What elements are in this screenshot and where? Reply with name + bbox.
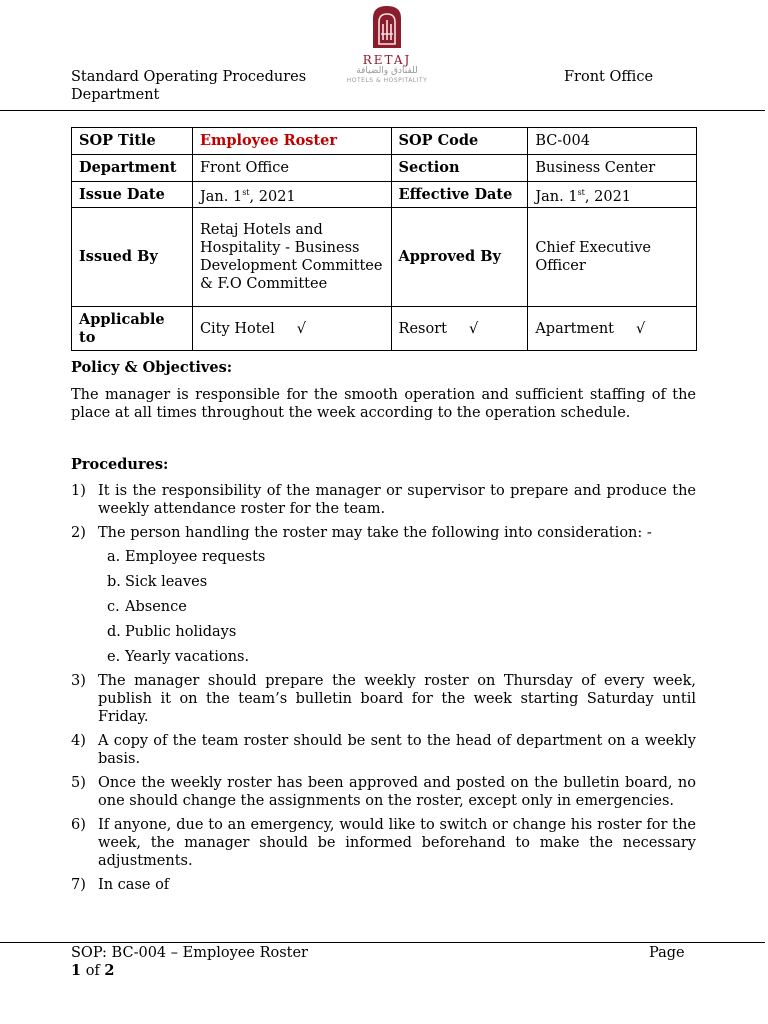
procedures-list-container — [71, 482, 696, 900]
effective-date-year: , 2021 — [584, 188, 632, 205]
retaj-logo-icon — [370, 4, 404, 48]
list-item — [71, 672, 696, 726]
sub-item-letter: c. — [107, 599, 120, 615]
list-item — [71, 816, 696, 870]
page-number — [71, 962, 308, 980]
item-text: A copy of the team roster should be sent to the head of department on a weekly basis. — [98, 733, 696, 767]
issue-date-year: , 2021 — [249, 188, 296, 205]
page-total: 2 — [104, 962, 115, 979]
issue-date-label: Issue Date — [72, 182, 193, 208]
item-text: It is the responsibility of the manager or supervisor to prepare and produce the weekly attendance roster for the team. — [98, 483, 696, 517]
sub-item-text: Sick leaves — [125, 574, 208, 590]
header-title-line2: Department — [71, 87, 160, 103]
department-value: Front Office — [192, 155, 391, 182]
sop-title-label: SOP Title — [72, 128, 193, 155]
sub-item-letter: e. — [107, 649, 121, 665]
sub-item-text: Employee requests — [125, 549, 266, 565]
sop-title-value: Employee Roster — [192, 128, 391, 155]
sub-list-item — [107, 573, 696, 591]
header-title-line1: Standard Operating Procedures — [71, 69, 307, 85]
department-label: Department — [72, 155, 193, 182]
checkmark-icon: √ — [635, 320, 646, 337]
item-number: 7) — [71, 877, 86, 893]
sub-item-letter: b. — [107, 574, 121, 590]
table-row — [72, 128, 697, 155]
table-row — [72, 208, 697, 307]
logo-arabic-text: للفنادق والضيافة — [356, 66, 418, 76]
footer-page-label: Page — [649, 945, 685, 961]
issued-by-value: Retaj Hotels and Hospitality - Business Development Committee & F.O Committee — [192, 208, 391, 307]
item-text: If anyone, due to an emergency, would like to switch or change his roster for the week, the manager should be informed beforehand to make the necessary adjustments. — [98, 817, 696, 869]
issue-date-main: Jan. 1 — [199, 188, 243, 205]
item-number: 1) — [71, 483, 86, 499]
checkmark-icon: √ — [296, 320, 306, 337]
retaj-logo — [340, 4, 434, 92]
header-section-name: Front Office — [564, 69, 654, 85]
applicable-resort — [391, 307, 528, 351]
effective-date-label: Effective Date — [391, 182, 528, 208]
policy-heading: Policy & Objectives: — [71, 359, 233, 376]
procedures-heading: Procedures: — [71, 456, 169, 473]
item-number: 5) — [71, 775, 86, 791]
sub-list-item — [107, 598, 696, 616]
consideration-sublist — [98, 548, 696, 666]
header-divider — [0, 110, 765, 111]
page-current: 1 — [71, 962, 82, 979]
footer-sop-info — [71, 944, 308, 980]
issued-by-label: Issued By — [72, 208, 193, 307]
item-text: The person handling the roster may take the following into consideration: - — [98, 525, 652, 541]
applicable-label: Applicable to — [72, 307, 193, 351]
sop-code-label: SOP Code — [391, 128, 528, 155]
sub-item-text: Absence — [125, 599, 187, 615]
city-hotel-label: City Hotel — [199, 320, 275, 337]
approved-by-label: Approved By — [391, 208, 528, 307]
effective-date-value — [528, 182, 697, 208]
checkmark-icon: √ — [468, 320, 479, 337]
effective-date-main: Jan. 1 — [535, 188, 578, 205]
sub-item-letter: d. — [107, 624, 121, 640]
sub-item-text: Yearly vacations. — [125, 649, 250, 665]
issue-date-suffix: st — [242, 187, 250, 197]
list-item — [71, 482, 696, 518]
page-of: of — [85, 963, 100, 979]
header-department-label — [71, 68, 306, 104]
item-number: 3) — [71, 673, 86, 689]
footer-divider — [0, 942, 765, 943]
section-label: Section — [391, 155, 528, 182]
applicable-city-hotel — [192, 307, 391, 351]
approved-by-value: Chief Executive Officer — [528, 208, 697, 307]
item-text: In case of — [98, 877, 170, 893]
section-value: Business Center — [528, 155, 697, 182]
sop-code-value: BC-004 — [528, 128, 697, 155]
item-text: The manager should prepare the weekly roster on Thursday of every week, publish it on the team’s bulletin board for the week starting Saturday until Friday. — [98, 673, 696, 725]
applicable-apartment — [528, 307, 697, 351]
sub-item-letter: a. — [107, 549, 121, 565]
sub-list-item — [107, 548, 696, 566]
issue-date-value — [192, 182, 391, 208]
policy-text: The manager is responsible for the smooth operation and sufficient staffing of the place at all times throughout the week according to the operation schedule. — [71, 387, 696, 421]
item-number: 4) — [71, 733, 86, 749]
apartment-label: Apartment — [535, 320, 614, 337]
footer-sop-title: SOP: BC-004 – Employee Roster — [71, 945, 308, 961]
sop-info-table — [71, 127, 697, 351]
item-number: 2) — [71, 525, 86, 541]
table-row — [72, 307, 697, 351]
item-number: 6) — [71, 817, 86, 833]
list-item — [71, 732, 696, 768]
effective-date-suffix: st — [577, 187, 585, 197]
list-item — [71, 774, 696, 810]
logo-brand-text: RETAJ — [362, 53, 412, 67]
procedures-list — [71, 482, 696, 894]
table-row — [72, 155, 697, 182]
sub-list-item — [107, 648, 696, 666]
resort-label: Resort — [398, 320, 447, 337]
sub-item-text: Public holidays — [125, 624, 237, 640]
sub-list-item — [107, 623, 696, 641]
item-text: Once the weekly roster has been approved and posted on the bulletin board, no one should change the assignments on the roster, except only in emergencies. — [98, 775, 696, 809]
logo-subtitle: HOTELS & HOSPITALITY — [346, 77, 428, 84]
list-item — [71, 876, 696, 894]
list-item — [71, 524, 696, 666]
table-row — [72, 182, 697, 208]
